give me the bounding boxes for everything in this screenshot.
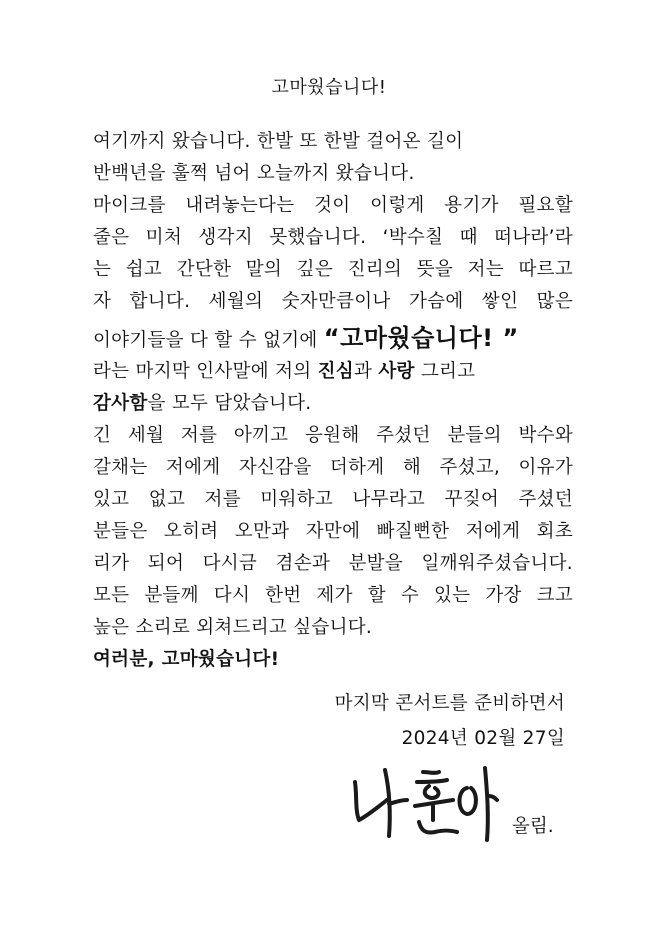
letter-line-16: 높은 소리로 외쳐드리고 싶습니다.: [93, 617, 373, 638]
letter-final-line: 여러분, 고마웠습니다!: [93, 649, 280, 670]
emphasis-sincerity: 진심: [317, 361, 354, 382]
letter-line-15: 모든 분들께 다시 한번 제가 할 수 있는 가장 크고: [93, 585, 573, 606]
handwritten-signature: [349, 760, 499, 846]
letter-line-7-text: 이야기들을 다 할 수 없기에: [93, 330, 318, 351]
letter-line-2: 반백년을 훌쩍 넘어 오늘까지 왔습니다.: [93, 163, 415, 184]
letter-line-7: [93, 318, 573, 356]
sign-off: 올림.: [512, 816, 554, 837]
closing-date: 2024년 02월 27일: [401, 728, 565, 749]
letter-body: [93, 126, 573, 676]
letter-line-1: 여기까지 왔습니다. 한발 또 한발 걸어온 길이: [93, 131, 464, 152]
emphasis-gratitude: 감사함: [93, 393, 148, 414]
letter-line-8: [93, 356, 573, 388]
closing-occasion: 마지막 콘서트를 준비하면서: [334, 693, 565, 714]
letter-line-14: 리가 되어 다시금 겸손과 분발을 일깨워주셨습니다.: [93, 553, 573, 574]
emphasis-love: 사랑: [378, 361, 415, 382]
letter-title: 고마웠습니다!: [271, 77, 387, 98]
line-8-part-3: 그리고: [414, 361, 476, 382]
letter-line-5: 는 쉽고 간단한 말의 깊은 진리의 뜻을 저는 따르고: [93, 259, 573, 280]
letter-line-3: 마이크를 내려놓는다는 것이 이렇게 용기가 필요할: [93, 195, 573, 216]
letter-line-10: 긴 세월 저를 아끼고 응원해 주셨던 분들의 박수와: [93, 425, 573, 446]
letter-line-9: [93, 388, 573, 420]
line-8-part-1: 라는 마지막 인사말에 저의: [93, 361, 318, 382]
line-9-part-1: 을 모두 담았습니다.: [147, 393, 312, 414]
line-8-part-2: 과: [353, 361, 379, 382]
letter-line-6: 자 합니다. 세월의 숫자만큼이나 가슴에 쌓인 많은: [93, 291, 573, 312]
highlighted-quote: “고마웠습니다! ”: [323, 324, 519, 352]
letter-line-4: 줄은 미처 생각지 못했습니다. ‘박수칠 때 떠나라’라: [93, 227, 573, 248]
letter-line-13: 분들은 오히려 오만과 자만에 빠질뻔한 저에게 회초: [93, 521, 573, 542]
letter-line-11: 갈채는 저에게 자신감을 더하게 해 주셨고, 이유가: [93, 457, 573, 478]
letter-line-12: 있고 없고 저를 미워하고 나무라고 꾸짖어 주셨던: [93, 489, 573, 510]
